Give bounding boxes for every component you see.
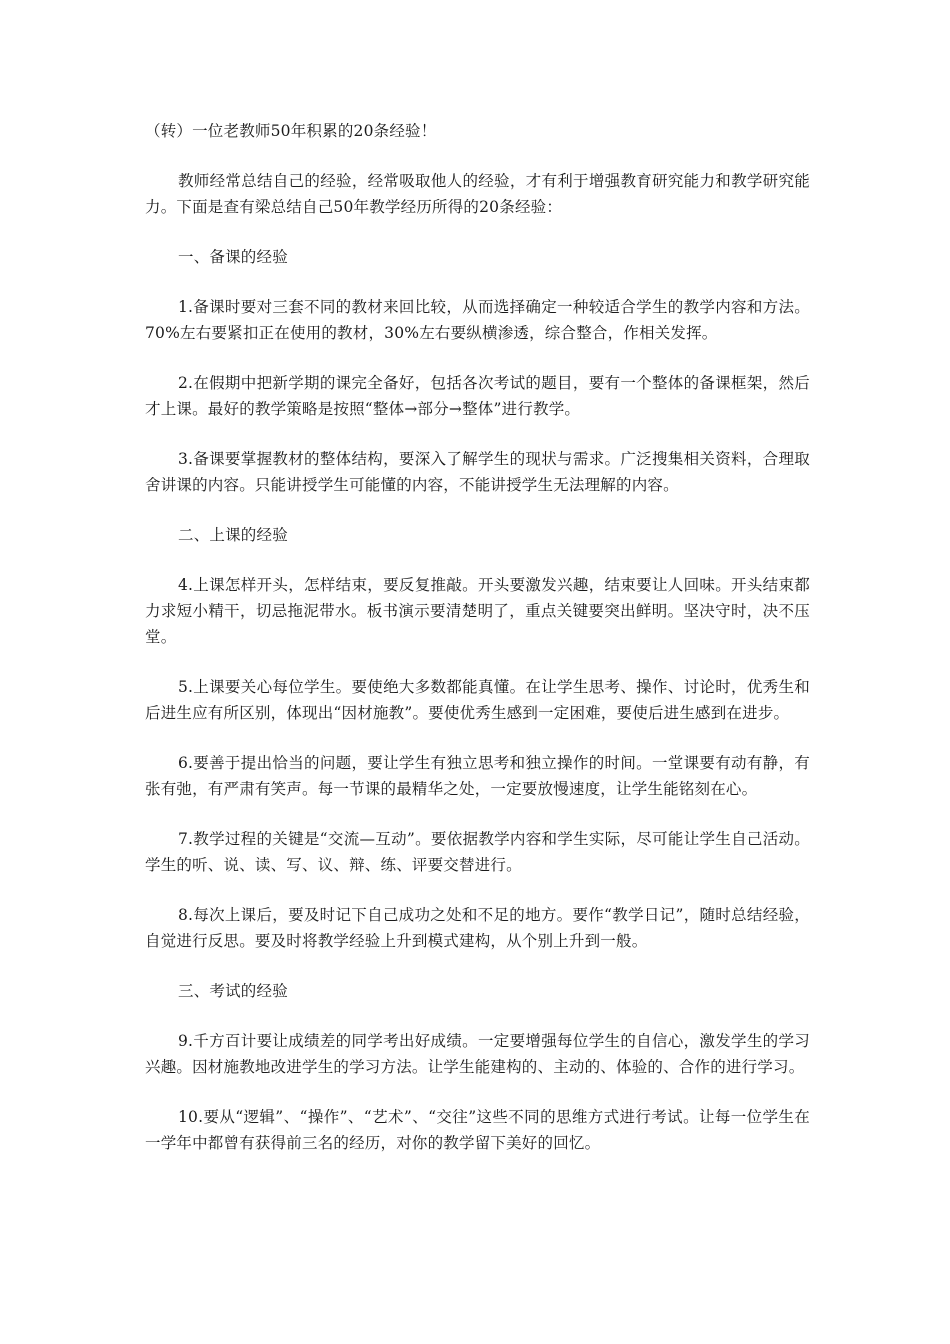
document-page — [145, 118, 810, 1180]
intro-paragraph: 教师经常总结自己的经验，经常吸取他人的经验，才有利于增强教育研究能力和教学研究能力。下面是查有梁总结自己50年教学经历所得的20条经验： — [145, 172, 810, 216]
list-item: 6.要善于提出恰当的问题，要让学生有独立思考和独立操作的时间。一堂课要有动有静，有张有弛，有严肃有笑声。每一节课的最精华之处，一定要放慢速度，让学生能铭刻在心。 — [145, 754, 810, 798]
list-item: 2.在假期中把新学期的课完全备好，包括各次考试的题目，要有一个整体的备课框架，然后才上课。最好的教学策略是按照“整体→部分→整体”进行教学。 — [145, 374, 810, 418]
list-item: 7.教学过程的关键是“交流—互动”。要依据教学内容和学生实际，尽可能让学生自己活动。学生的听、说、读、写、议、辩、练、评要交替进行。 — [145, 830, 810, 874]
list-item: 8.每次上课后，要及时记下自己成功之处和不足的地方。要作“教学日记”，随时总结经验，自觉进行反思。要及时将教学经验上升到模式建构，从个别上升到一般。 — [145, 906, 810, 950]
list-item: 3.备课要掌握教材的整体结构，要深入了解学生的现状与需求。广泛搜集相关资料，合理取舍讲课的内容。只能讲授学生可能懂的内容，不能讲授学生无法理解的内容。 — [145, 450, 810, 494]
list-item: 5.上课要关心每位学生。要使绝大多数都能真懂。在让学生思考、操作、讨论时，优秀生和后进生应有所区别，体现出“因材施教”。要使优秀生感到一定困难，要使后进生感到在进步。 — [145, 678, 810, 722]
section-heading-exam: 三、考试的经验 — [178, 982, 288, 1000]
section-heading-lesson-prep: 一、备课的经验 — [178, 248, 288, 266]
section-heading-class: 二、上课的经验 — [178, 526, 288, 544]
list-item: 1.备课时要对三套不同的教材来回比较，从而选择确定一种较适合学生的教学内容和方法。70%左右要紧扣正在使用的教材，30%左右要纵横渗透，综合整合，作相关发挥。 — [145, 298, 810, 342]
list-item: 10.要从“逻辑”、“操作”、“艺术”、“交往”这些不同的思维方式进行考试。让每一位学生在一学年中都曾有获得前三名的经历，对你的教学留下美好的回忆。 — [145, 1108, 810, 1152]
document-title: （转）一位老教师50年积累的20条经验！ — [145, 122, 437, 140]
list-item: 4.上课怎样开头，怎样结束，要反复推敲。开头要激发兴趣，结束要让人回味。开头结束都力求短小精干，切忌拖泥带水。板书演示要清楚明了，重点关键要突出鲜明。坚决守时，决不压堂。 — [145, 576, 810, 646]
list-item: 9.千方百计要让成绩差的同学考出好成绩。一定要增强每位学生的自信心，激发学生的学习兴趣。因材施教地改进学生的学习方法。让学生能建构的、主动的、体验的、合作的进行学习。 — [145, 1032, 810, 1076]
